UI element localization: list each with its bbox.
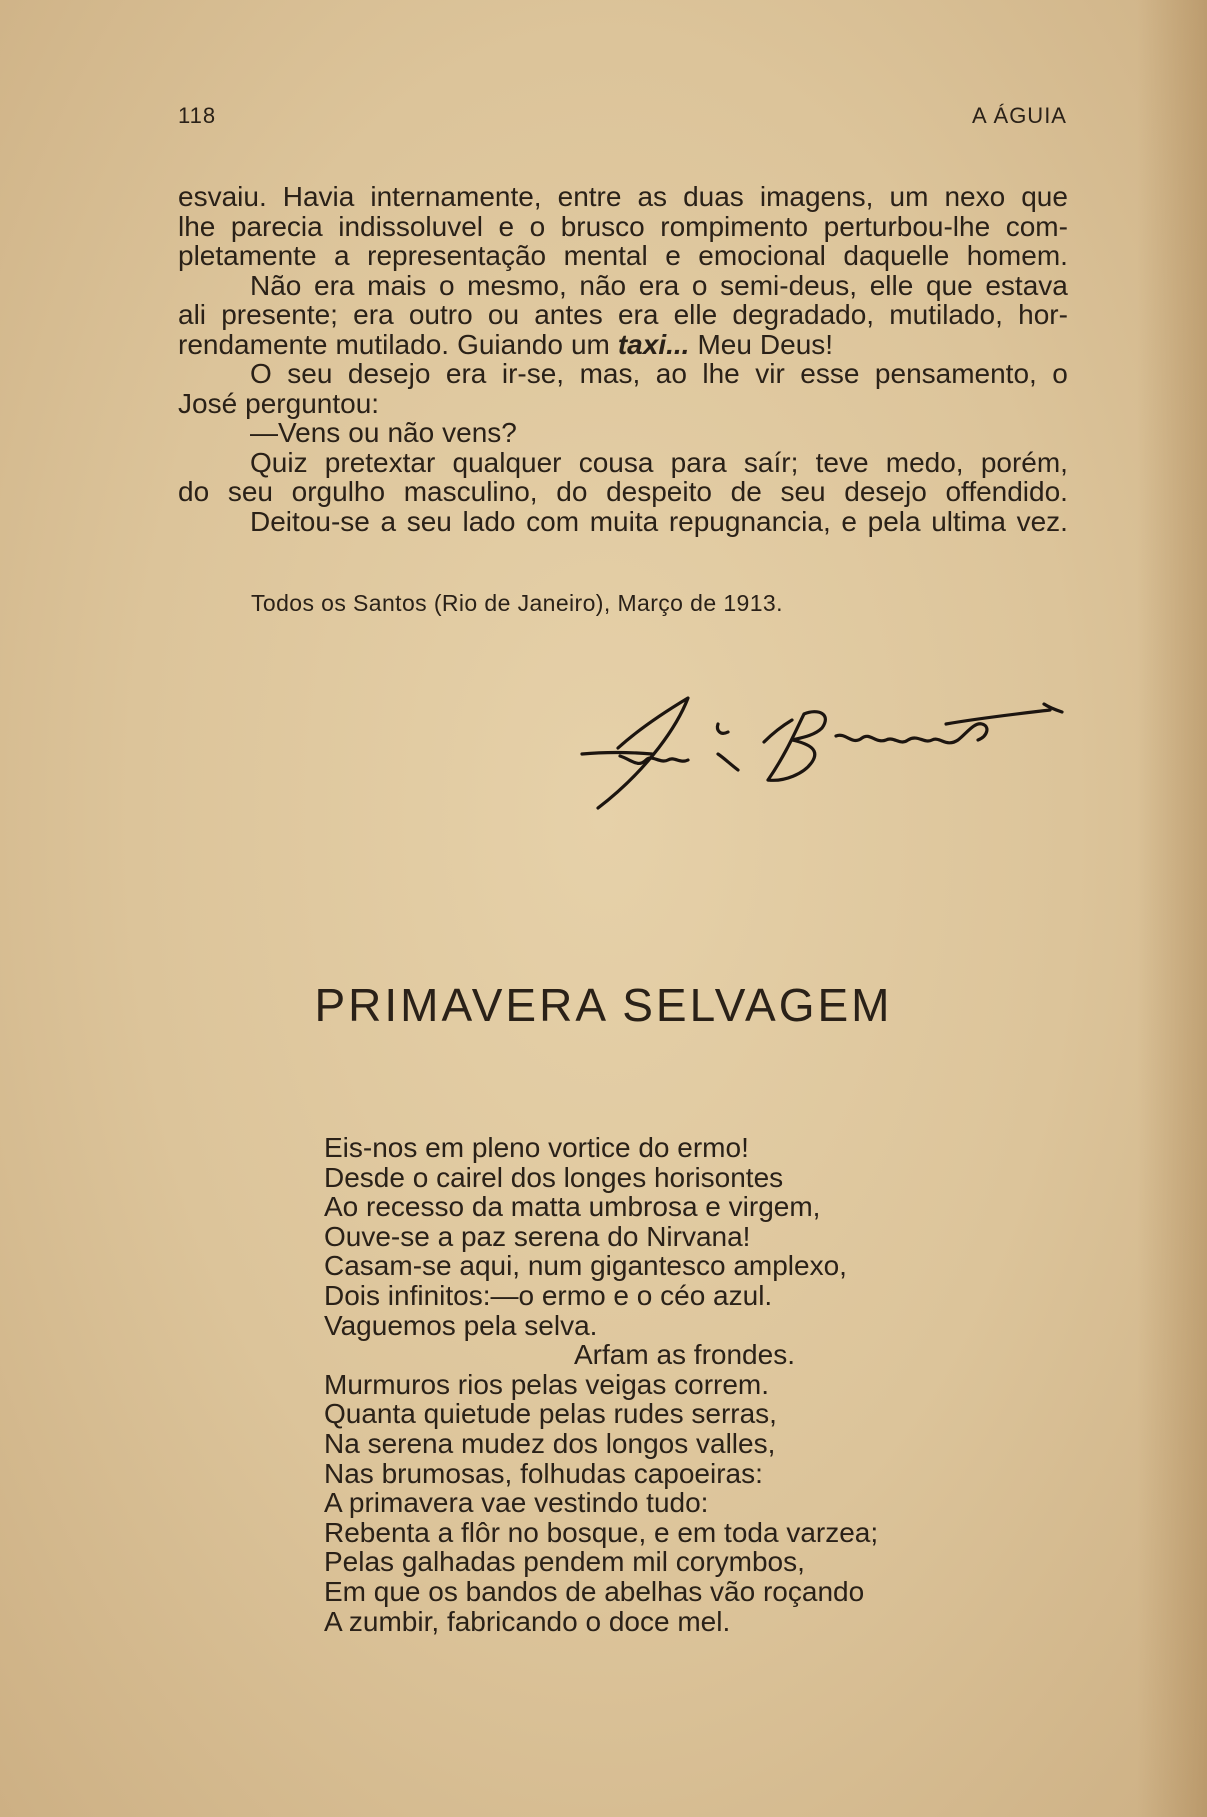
prose-word: era bbox=[638, 269, 680, 301]
prose-word: rendamente bbox=[178, 328, 328, 360]
prose-text bbox=[178, 182, 1068, 536]
prose-line bbox=[178, 448, 1068, 478]
poem-verse: Arfam as frondes. bbox=[574, 1339, 795, 1371]
prose-word: —Vens bbox=[250, 417, 341, 448]
prose-word: despeito bbox=[606, 476, 712, 507]
prose-word: saír; bbox=[743, 446, 799, 478]
prose-line bbox=[178, 271, 1068, 301]
prose-word: qualquer bbox=[452, 446, 562, 478]
prose-word: homem. bbox=[966, 240, 1068, 271]
prose-word: emocional bbox=[698, 240, 826, 271]
prose-word: ao bbox=[655, 358, 687, 389]
poem-verse: Eis-nos em pleno vortice do ermo! bbox=[324, 1132, 749, 1163]
prose-word: as bbox=[637, 181, 668, 212]
prose-word: desejo bbox=[844, 476, 927, 507]
poem-verse: Ouve-se a paz serena do Nirvana! bbox=[324, 1220, 751, 1252]
prose-word: esse bbox=[800, 358, 860, 389]
prose-word: era bbox=[353, 299, 394, 330]
prose-word: orgulho bbox=[291, 476, 386, 507]
prose-word: medo, bbox=[885, 446, 964, 478]
poem-verse: Rebenta a flôr no bosque, e em toda varzea; bbox=[324, 1516, 879, 1548]
prose-word: seu bbox=[287, 358, 333, 389]
poem-verse: Murmuros rios pelas veigas correm. bbox=[324, 1368, 770, 1400]
prose-word: seu bbox=[780, 476, 826, 507]
prose-word: parecia bbox=[230, 210, 323, 242]
prose-word: masculino, bbox=[403, 476, 538, 507]
prose-word: muita bbox=[589, 505, 659, 537]
prose-word: a bbox=[334, 240, 350, 271]
prose-word: antes bbox=[534, 299, 603, 330]
prose-word: ou bbox=[348, 417, 380, 448]
prose-word: internamente, bbox=[370, 181, 542, 212]
prose-word: repugnancia, bbox=[668, 505, 831, 537]
prose-word: presente; bbox=[221, 299, 338, 330]
journal-title: A ÁGUIA bbox=[971, 103, 1067, 128]
poem-verse: Vaguemos pela selva. bbox=[324, 1309, 598, 1341]
prose-word: vez. bbox=[1016, 505, 1068, 537]
prose-word: taxi... bbox=[617, 328, 690, 360]
poem-verse: Ao recesso da matta umbrosa e virgem, bbox=[324, 1191, 821, 1223]
prose-line bbox=[178, 477, 1068, 507]
prose-word: degradado, bbox=[732, 299, 875, 330]
prose-word: não bbox=[387, 417, 435, 448]
prose-word: um bbox=[889, 181, 929, 212]
prose-word: daquelle bbox=[843, 240, 950, 271]
prose-word: era bbox=[617, 299, 659, 330]
prose-word: ir-se, bbox=[501, 358, 565, 389]
prose-word: vir bbox=[755, 358, 785, 389]
prose-word: cousa bbox=[578, 446, 654, 478]
prose-word: com- bbox=[1005, 210, 1068, 242]
prose-word: pensamento, bbox=[874, 358, 1037, 389]
poem-verse: Em que os bandos de abelhas vão roçando bbox=[324, 1575, 865, 1607]
prose-line bbox=[178, 418, 1068, 448]
prose-word: de bbox=[730, 476, 762, 507]
prose-word: elle bbox=[869, 269, 914, 301]
prose-word: um bbox=[570, 328, 610, 360]
prose-word: pletamente bbox=[178, 240, 317, 271]
poem-verse: Quanta quietude pelas rudes serras, bbox=[324, 1398, 777, 1430]
prose-word: Não bbox=[250, 269, 302, 301]
prose-word: pela bbox=[867, 505, 921, 537]
poem-verse: Desde o cairel dos longes horisontes bbox=[324, 1161, 784, 1193]
prose-word: imagens, bbox=[759, 181, 874, 212]
prose-word: mutilado, bbox=[889, 299, 1003, 330]
prose-word: com bbox=[526, 505, 580, 537]
prose-word: entre bbox=[557, 181, 622, 212]
prose-word: José bbox=[178, 387, 238, 419]
prose-word: era bbox=[314, 269, 355, 301]
prose-word: e bbox=[841, 505, 857, 537]
prose-word: Havia bbox=[282, 181, 355, 212]
prose-word: rompimento bbox=[660, 210, 809, 242]
prose-word: seu bbox=[406, 505, 452, 537]
prose-word: brusco bbox=[560, 210, 645, 242]
prose-word: era bbox=[445, 358, 487, 389]
prose-line bbox=[178, 182, 1068, 212]
handwritten-signature bbox=[570, 688, 1070, 818]
poem-verse: Na serena mudez dos longos valles, bbox=[324, 1427, 776, 1459]
dateline: Todos os Santos (Rio de Janeiro), Março de 1913. bbox=[251, 590, 783, 616]
prose-line bbox=[178, 212, 1068, 242]
prose-word: Guiando bbox=[457, 328, 563, 360]
prose-word: representação bbox=[367, 240, 547, 271]
prose-word: mais bbox=[367, 269, 427, 301]
prose-word: vens? bbox=[442, 417, 517, 448]
poem-verse: A zumbir, fabricando o doce mel. bbox=[324, 1605, 731, 1637]
prose-word: nexo bbox=[944, 181, 1006, 212]
prose-word: mental bbox=[563, 240, 648, 271]
poem-verse: Pelas galhadas pendem mil corymbos, bbox=[324, 1546, 805, 1578]
prose-line bbox=[178, 300, 1068, 330]
poem-body bbox=[324, 1133, 1044, 1636]
prose-word: e bbox=[665, 240, 681, 271]
prose-word: desejo bbox=[347, 358, 431, 389]
prose-word: hor- bbox=[1018, 299, 1068, 330]
prose-word: duas bbox=[683, 181, 744, 212]
prose-word: pretextar bbox=[324, 446, 436, 478]
prose-word: teve bbox=[815, 446, 869, 478]
poem-verse: Dois infinitos:—o ermo e o céo azul. bbox=[324, 1279, 773, 1311]
prose-line bbox=[178, 389, 1068, 419]
prose-word: mas, bbox=[579, 358, 641, 389]
prose-line bbox=[178, 359, 1068, 389]
running-head bbox=[178, 103, 1067, 133]
prose-word: lhe bbox=[702, 358, 740, 389]
prose-word: Deitou-se bbox=[250, 505, 370, 537]
prose-word: que bbox=[1021, 181, 1068, 212]
prose-word: O bbox=[250, 358, 272, 389]
prose-word: o bbox=[529, 210, 546, 242]
prose-word: o bbox=[1052, 358, 1068, 389]
prose-word: a bbox=[380, 505, 397, 537]
prose-word: do bbox=[178, 476, 210, 507]
prose-word: lado bbox=[462, 505, 516, 537]
prose-word: e bbox=[498, 210, 515, 242]
poem-verse: A primavera vae vestindo tudo: bbox=[324, 1487, 709, 1519]
prose-word: mesmo, bbox=[467, 269, 567, 301]
prose-word: outro bbox=[408, 299, 473, 330]
prose-line bbox=[178, 507, 1068, 537]
prose-word: ali bbox=[178, 299, 207, 330]
prose-word: estava bbox=[985, 269, 1068, 301]
prose-word: Deus! bbox=[759, 328, 834, 360]
prose-word: ultima bbox=[931, 505, 1006, 537]
prose-word: seu bbox=[227, 476, 273, 507]
prose-word: perguntou: bbox=[245, 387, 380, 419]
prose-word: Meu bbox=[697, 328, 752, 360]
prose-word: do bbox=[556, 476, 588, 507]
page-edge-shadow bbox=[1137, 0, 1207, 1817]
prose-word: perturbou-lhe bbox=[823, 210, 991, 242]
prose-word: o bbox=[438, 269, 455, 301]
poem-title: PRIMAVERA SELVAGEM bbox=[314, 979, 893, 1031]
prose-word: indissoluvel bbox=[338, 210, 483, 242]
poem-verse: Nas brumosas, folhudas capoeiras: bbox=[324, 1457, 763, 1489]
prose-word: não bbox=[579, 269, 627, 301]
prose-word: elle bbox=[673, 299, 718, 330]
poem-verse: Casam-se aqui, num gigantesco amplexo, bbox=[324, 1250, 847, 1282]
prose-word: que bbox=[925, 269, 973, 301]
prose-word: ou bbox=[487, 299, 520, 330]
prose-word: para bbox=[670, 446, 727, 478]
prose-word: mutilado. bbox=[335, 328, 450, 360]
prose-word: Quiz bbox=[250, 446, 308, 478]
prose-word: esvaiu. bbox=[178, 181, 267, 212]
prose-line bbox=[178, 241, 1068, 271]
prose-word: porém, bbox=[980, 446, 1068, 478]
page-number: 118 bbox=[178, 103, 217, 128]
prose-word: semi-deus, bbox=[720, 269, 858, 301]
prose-word: lhe bbox=[178, 210, 216, 242]
prose-word: offendido. bbox=[945, 476, 1068, 507]
prose-line bbox=[178, 330, 1068, 360]
prose-word: o bbox=[691, 269, 708, 301]
